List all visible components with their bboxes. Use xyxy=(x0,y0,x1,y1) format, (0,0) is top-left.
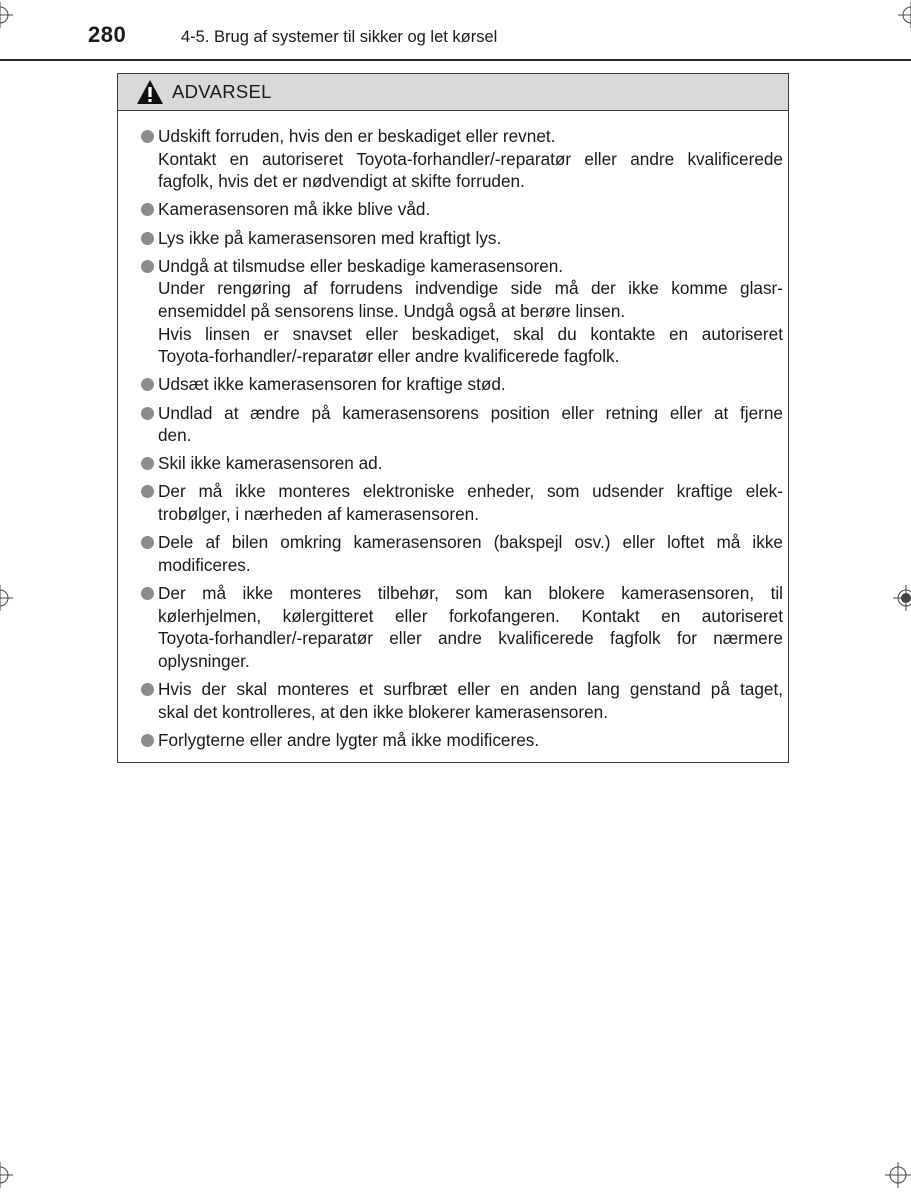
warning-item-line: Dele af bilen omkring kamerasensoren (bakspejl osv.) eller loftet må ikke xyxy=(158,532,783,553)
registration-mark-bottom-left xyxy=(0,1162,13,1188)
warning-item xyxy=(141,531,783,576)
bullet-icon xyxy=(141,232,154,245)
bullet-icon xyxy=(141,683,154,696)
registration-mark-top-right xyxy=(898,2,911,28)
warning-item xyxy=(141,255,783,368)
bullet-icon xyxy=(141,457,154,470)
warning-item-line: Hvis der skal monteres et surfbræt eller en anden lang genstand på taget, xyxy=(158,679,783,699)
warning-item-line: modificeres. xyxy=(158,554,251,575)
bullet-icon xyxy=(141,536,154,549)
bullet-icon xyxy=(141,407,154,420)
warning-box xyxy=(117,73,789,763)
page-number: 280 xyxy=(88,22,127,47)
warning-item-line: oplysninger. xyxy=(158,650,250,671)
warning-item-line: den. xyxy=(158,425,192,446)
bullet-icon xyxy=(141,378,154,391)
warning-item xyxy=(141,678,783,723)
warning-item-line: trobølger, i nærheden af kamerasensoren. xyxy=(158,504,480,525)
warning-item xyxy=(141,452,783,475)
warning-label: ADVARSEL xyxy=(172,81,272,102)
warning-item-line: Kamerasensoren må ikke blive våd. xyxy=(158,199,431,220)
section-title: 4-5. Brug af systemer til sikker og let kørsel xyxy=(181,28,498,46)
bullet-icon xyxy=(141,587,154,600)
warning-item-line: Under rengøring af forrudens indvendige side må der ikke komme glasr- xyxy=(158,278,783,299)
warning-item-line: Der må ikke monteres tilbehør, som kan blokere kamerasensoren, til xyxy=(158,583,783,604)
warning-item-line: kølerhjelmen, kølergitteret eller forkofangeren. Kontakt en autoriseret xyxy=(158,605,783,626)
warning-item-line: Lys ikke på kamerasensoren med kraftigt lys. xyxy=(158,227,502,248)
warning-item xyxy=(141,198,783,221)
bullet-icon xyxy=(141,203,154,216)
warning-item-line: Forlygterne eller andre lygter må ikke modificeres. xyxy=(158,729,540,750)
warning-triangle-icon xyxy=(136,79,164,105)
warning-item xyxy=(141,227,783,250)
bullet-icon xyxy=(141,260,154,273)
warning-item xyxy=(141,125,783,193)
bullet-icon xyxy=(141,485,154,498)
registration-mark-top-left xyxy=(0,2,13,28)
registration-mark-bottom-right xyxy=(885,1162,911,1188)
registration-mark-mid-left xyxy=(0,585,13,611)
warning-item-line: Hvis linsen er snavset eller beskadiget, skal du kontakte en autoriseret xyxy=(158,323,783,344)
warning-item-line: Undgå at tilsmudse eller beskadige kamerasensoren. xyxy=(158,255,564,276)
warning-item xyxy=(141,373,783,396)
header-rule xyxy=(0,59,911,61)
warning-item-line: Udsæt ikke kamerasensoren for kraftige stød. xyxy=(158,374,506,395)
warning-item-line: ensemiddel på sensorens linse. Undgå også at berøre linsen. xyxy=(158,300,626,321)
warning-list xyxy=(141,125,783,757)
warning-item-line: Udskift forruden, hvis den er beskadiget eller revnet. xyxy=(158,126,556,146)
warning-item-line: Toyota-forhandler/-reparatør eller andre kvalificerede fagfolk. xyxy=(158,346,620,367)
warning-item-line: Skil ikke kamerasensoren ad. xyxy=(158,453,383,474)
warning-item-line: Kontakt en autoriseret Toyota-forhandler/-reparatør eller andre kvalificerede xyxy=(158,148,783,169)
warning-item xyxy=(141,729,783,752)
warning-header xyxy=(118,74,788,111)
warning-item-line: Der må ikke monteres elektroniske enheder, som udsender kraftige elek- xyxy=(158,481,783,502)
warning-item-line: Undlad at ændre på kamerasensorens position eller retning eller at fjerne xyxy=(158,402,783,423)
registration-mark-mid-right xyxy=(893,585,911,611)
warning-item-line: skal det kontrolleres, at den ikke blokerer kamerasensoren. xyxy=(158,701,608,722)
warning-item xyxy=(141,480,783,525)
warning-item xyxy=(141,582,783,672)
warning-item xyxy=(141,402,783,447)
warning-item-line: fagfolk, hvis det er nødvendigt at skifte forruden. xyxy=(158,171,525,192)
warning-item-line: Toyota-forhandler/-reparatør eller andre kvalificerede fagfolk for nærmere xyxy=(158,628,783,649)
bullet-icon xyxy=(141,130,154,143)
bullet-icon xyxy=(141,734,154,747)
